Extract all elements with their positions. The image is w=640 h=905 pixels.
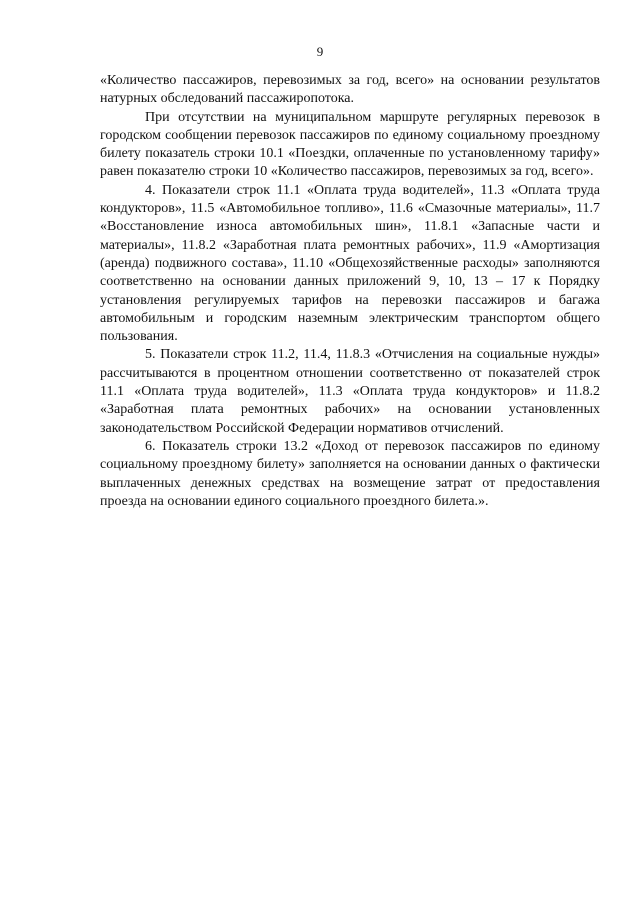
page-number: 9 (316, 44, 324, 59)
paragraph-continuation: «Количество пассажиров, перевозимых за год, всего» на основании результатов натурных обследований пассажиропотока. (100, 73, 600, 107)
document-body (100, 72, 600, 511)
paragraph-item-4: 4. Показатели строк 11.1 «Оплата труда водителей», 11.3 «Оплата труда кондукторов», 11.5 «Автомобильное топливо», 11.6 «Смазочные материалы», 11.7 «Восстановление износа автомобильных шин», 11.8.1 «Запасные части и материалы», 11.8.2 «Заработная плата ремонтных рабочих», 11.9 «Амортизация (аренда) подвижного состава», 11.10 «Общехозяйственные расходы» заполняются соответственно на основании данных приложений 9, 10, 13 – 17 к Порядку установления регулируемых тарифов на перевозки пассажиров и багажа автомобильным и городским наземным электрическим транспортом общего пользования. (100, 182, 600, 345)
paragraph-row-10-1: При отсутствии на муниципальном маршруте регулярных перевозок в городском сообщении перевозок пассажиров по единому социальному проездному билету показатель строки 10.1 «Поездки, оплаченные по установленному тарифу» равен показателю строки 10 «Количество пассажиров, перевозимых за год, всего». (100, 109, 600, 180)
paragraph-item-6: 6. Показатель строки 13.2 «Доход от перевозок пассажиров по единому социальному проездному билету» заполняется на основании данных о фактически выплаченных денежных средствах на возмещение затрат от предоставления проезда на основании единого социального проездного билета.». (100, 438, 600, 509)
paragraph-item-5: 5. Показатели строк 11.2, 11.4, 11.8.3 «Отчисления на социальные нужды» рассчитываются в процентном отношении соответственно от показателей строк 11.1 «Оплата труда водителей», 11.3 «Оплата труда кондукторов» и 11.8.2 «Заработная плата ремонтных рабочих» на основании установленных законодательством Российской Федерации нормативов отчислений. (100, 347, 600, 436)
